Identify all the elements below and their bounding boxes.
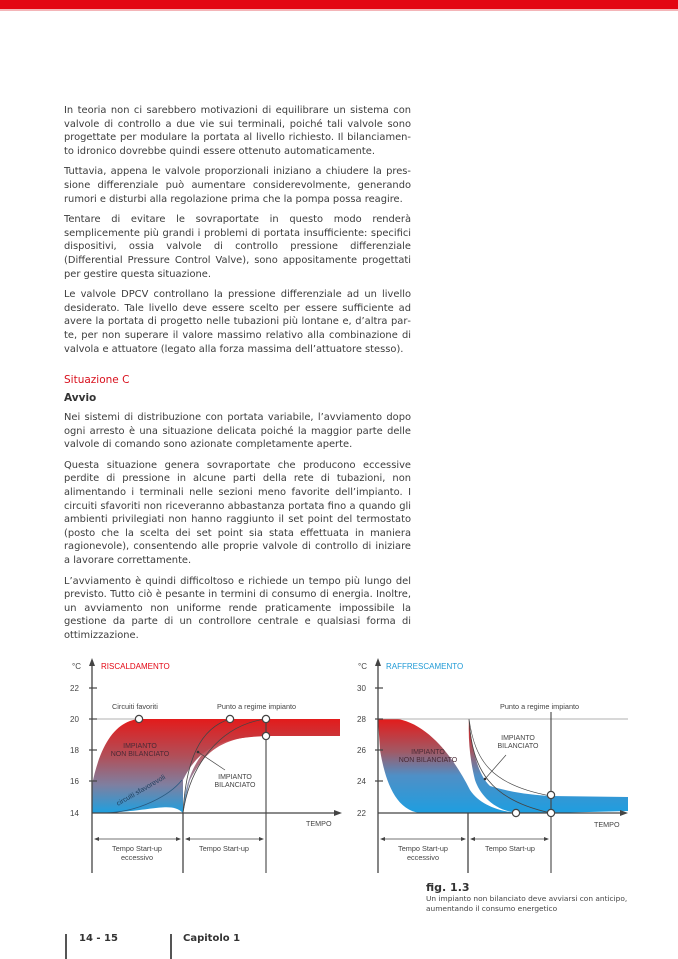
label-bilanciato: IMPIANTO [218,774,252,781]
label-non-bilanciato: NON BILANCIATO [110,751,170,758]
span-label: Tempo Start-up [199,844,249,853]
figure-diagrams [0,650,678,880]
label-circuiti-favoriti: Circuiti favoriti [112,702,158,711]
top-accent-bar [0,0,678,9]
y-tick: 18 [70,746,79,755]
chapter-label: Capitolo 1 [183,933,241,944]
y-tick: 26 [357,746,366,755]
subsection-title: Avvio [64,392,97,404]
paragraph: Questa situazione genera sovraportate che producono eccessive perdite di pressione in alcune parti della rete di tubazioni, non alimentando i terminali nelle sezioni meno favorite dell’impianto. I circuiti sfavoriti non riceveranno abbastanza portata fino a quando gli ambienti privilegiati non hanno raggiunto il set point del termostato (posto che la scelta dei set point sia stata effettuata in maniera ragionevole), consentendo alle proprie valvole di controllo di iniziare a lavorare correttamente. [64,459,411,566]
heating-x-label: TEMPO [306,819,332,828]
cooling-chart [357,658,628,873]
marker-circle [262,715,269,722]
y-tick: 16 [70,777,79,786]
section-title: Situazione C [64,374,130,386]
y-tick: 20 [70,715,79,724]
paragraph: Tuttavia, appena le valvole proporzionali iniziano a chiudere la pressione differenziale può aumentare considerevolmente, generando rumori e disturbi alla regolazione prima che la pompa possa reagire. [64,166,411,205]
cooling-title: RAFFRESCAMENTO [386,662,464,671]
cooling-x-label: TEMPO [594,820,620,829]
heating-title: RISCALDAMENTO [101,662,170,671]
label-punto-regime: Punto a regime impianto [217,702,297,711]
top-accent-shadow [0,9,678,11]
heating-chart [70,658,342,873]
label-bilanciato: IMPIANTO [501,735,535,742]
marker-circle [547,809,554,816]
y-tick: 14 [70,809,79,818]
section-text-column [64,411,411,650]
span-label: Tempo Start-up [112,844,162,853]
y-tick: 22 [357,809,366,818]
figure-label: fig. 1.3 [426,881,470,894]
paragraph: In teoria non ci sarebbero motivazioni di equilibrare un sistema con valvole di controllo a due vie sui terminali, poiché tali valvole sono progettate per modulare la portata al livello richiesto. Il bilanciamento idronico dovrebbe quindi essere ottenuto automaticamente. [64,105,411,157]
caption-line: aumentando il consumo energetico [426,904,558,913]
y-tick: 28 [357,715,366,724]
label-circuiti-sfavorevoli: circuiti sfavorevoli [115,774,167,808]
label-punto-regime: Punto a regime impianto [500,702,580,711]
marker-circle [547,791,554,798]
span-label: Tempo Start-up [485,844,535,853]
page-numbers: 14 - 15 [79,933,118,944]
caption-line: Un impianto non bilanciato deve avviarsi con anticipo, [426,894,628,903]
label-non-bilanciato: IMPIANTO [123,743,157,750]
marker-circle [512,809,519,816]
y-tick: 24 [357,777,366,786]
label-bilanciato: BILANCIATO [497,743,539,750]
label-bilanciato: BILANCIATO [214,782,256,789]
marker-circle [226,715,233,722]
paragraph: Tentare di evitare le sovraportate in questo modo renderà semplicemente più grandi i problemi di portata insufficiente: specifici dispositivi, ossia valvole di controllo pressione differenziale (Differential Pressure Control Valve), sono appositamente progettati per gestire questa situazione. [64,214,411,280]
label-non-bilanciato: NON BILANCIATO [398,757,458,764]
figure-caption [426,881,666,914]
heating-unit-label: °C [72,662,81,671]
paragraph: Le valvole DPCV controllano la pressione differenziale ad un livello desiderato. Tale livello deve essere scelto per essere sufficiente ad avere la portata di progetto nelle tubazioni più lontane e, d’altra parte, per non superare il valore massimo relativo alla combinazione di valvola e attuatore (legato alla forza massima dell’attuatore stesso). [64,289,411,355]
intro-text-column [64,104,411,363]
marker-circle [135,715,142,722]
span-label: Tempo Start-up [398,844,448,853]
paragraph: L’avviamento è quindi difficoltoso e richiede un tempo più lungo del previsto. Tutto ciò è pesante in termini di consumo di energia. Inoltre, un avviamento non uniforme rende praticamente impossibile la gestione da parte di un controllore centrale e qualsiasi forma di ottimizzazione. [64,575,411,641]
footer-divider [65,934,67,959]
label-non-bilanciato: IMPIANTO [411,749,445,756]
footer-divider [170,934,172,959]
span-label: eccessivo [120,853,154,862]
cooling-balanced-area [469,719,628,813]
y-tick: 22 [70,684,79,693]
y-tick: 30 [357,684,366,693]
paragraph: Nei sistemi di distribuzione con portata variabile, l’avviamento dopo ogni arresto è una situazione delicata poiché la maggior parte delle valvole di comando sono azionate completamente aperte. [64,412,411,451]
marker-circle [262,732,269,739]
span-label: eccessivo [406,853,440,862]
cooling-unit-label: °C [358,662,367,671]
